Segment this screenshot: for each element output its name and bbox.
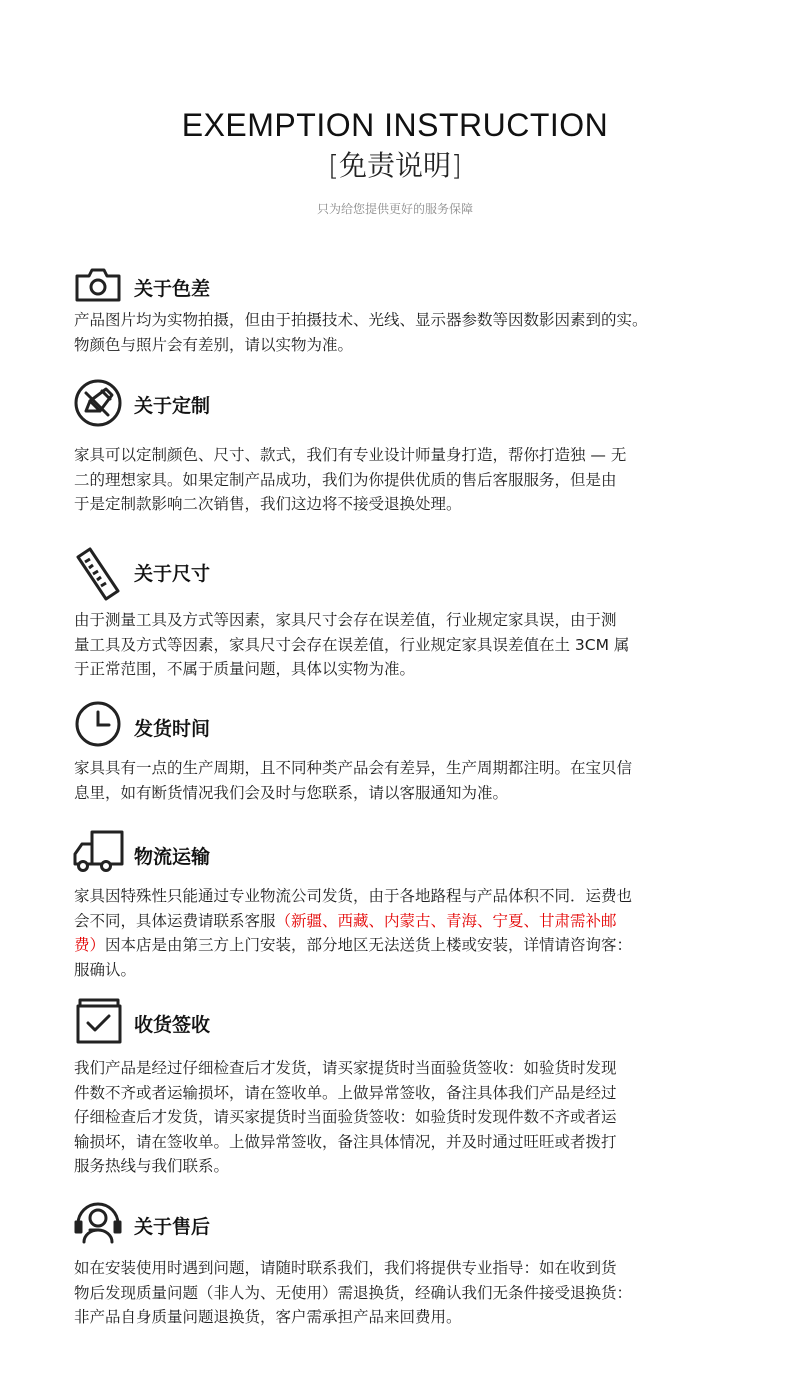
text-line: 物后发现质量问题（非人为、无使用）需退换货，经确认我们无条件接受退换货： [74, 1283, 633, 1302]
section-customization [72, 377, 752, 513]
text-span: 因本店是由第三方上门安装，部分地区无法送货上楼或安装，详情请咨询客： [105, 936, 633, 954]
text-line: 家具因特殊性只能通过专业物流公司发货，由于各地路程与产品体积不同．运费也 [74, 887, 633, 905]
text-line: 于正常范围，不属于质量问题，具体以实物为准。 [74, 660, 416, 678]
section-receipt [72, 996, 752, 1175]
text-line: 输损坏，请在签收单。上做异常签收，备注具体情况，并及时通过旺旺或者拨打 [74, 1132, 617, 1151]
text-line: 二的理想家具。如果定制产品成功，我们为你提供优质的售后客服服务，但是由 [74, 470, 617, 489]
clock-icon [72, 700, 124, 752]
section-dimensions [72, 545, 752, 678]
section-body [74, 308, 648, 357]
text-line: 件数不齐或者运输损坏，请在签收单。上做异常签收，备注具体我们产品是经过 [74, 1083, 617, 1102]
text-line: 产品图片均为实物拍摄，但由于拍摄技术、光线、显示器参数等因数影因素到的实。 [74, 311, 648, 329]
section-title: 发货时间 [134, 718, 211, 740]
headset-icon [72, 1198, 124, 1250]
section-body [74, 756, 632, 805]
section-title: 关于售后 [134, 1216, 211, 1238]
section-title: 关于色差 [134, 278, 211, 300]
section-shipping-time [72, 700, 752, 802]
text-line: 物颜色与照片会有差别，请以实物为准。 [74, 335, 354, 354]
section-title: 物流运输 [134, 846, 211, 868]
section-title: 收货签收 [134, 1014, 211, 1036]
text-line: 服确认。 [74, 960, 137, 979]
text-line: 如在安装使用时遇到问题，请随时联系我们，我们将提供专业指导：如在收到货 [74, 1259, 617, 1277]
truck-icon [72, 828, 124, 880]
text-line: 我们产品是经过仔细检查后才发货，请买家提货时当面验货签收：如验货时发现 [74, 1059, 617, 1077]
page-title: EXEMPTION INSTRUCTION [181, 107, 609, 143]
section-logistics [72, 828, 752, 979]
section-body [74, 443, 626, 517]
text-line: 由于测量工具及方式等因素，家具尺寸会存在误差值，行业规定家具误，由于测 [74, 611, 617, 629]
text-span: 会不同，具体运费请联系客服 [74, 911, 276, 930]
pencil-ruler-icon [72, 377, 124, 429]
page-tagline: 只为给您提供更好的服务保障 [316, 202, 473, 216]
text-line: 于是定制款影响二次销售，我们这边将不接受退换处理。 [74, 495, 462, 513]
text-line: 息里，如有断货情况我们会及时与您联系，请以客服通知为准。 [74, 783, 509, 802]
text-line: 量工具及方式等因素，家具尺寸会存在误差值，行业规定家具误差值在土 3CM 属 [74, 635, 630, 654]
ruler-icon [72, 545, 124, 601]
section-body [74, 1056, 617, 1179]
page-subtitle: [免责说明] [328, 149, 462, 182]
section-color-difference [72, 260, 752, 354]
text-line [74, 909, 632, 934]
text-line: 家具具有一点的生产周期，且不同种类产品会有差异，生产周期都注明。在宝贝信 [74, 759, 633, 777]
highlight-text: 费） [74, 936, 106, 954]
text-line: 服务热线与我们联系。 [74, 1157, 230, 1175]
text-line: 非产品自身质量问题退换货，客户需承担产品来回费用。 [74, 1308, 462, 1326]
section-after-sales [72, 1198, 752, 1326]
page-header [0, 106, 790, 217]
section-body [74, 884, 632, 982]
section-title: 关于定制 [134, 395, 211, 417]
section-body [74, 608, 629, 682]
checkbox-icon [72, 996, 124, 1048]
highlight-text: （新疆、西藏、内蒙古、青海、宁夏、甘肃需补邮 [275, 911, 617, 930]
text-line [74, 933, 632, 958]
camera-icon [72, 260, 124, 312]
text-line: 仔细检查后才发货，请买家提货时当面验货签收：如验货时发现件数不齐或者运 [74, 1108, 617, 1126]
text-line: 家具可以定制颜色、尺寸、款式，我们有专业设计师量身打造，帮你打造独 — 无 [74, 446, 627, 464]
section-body [74, 1256, 632, 1330]
section-title: 关于尺寸 [134, 563, 211, 585]
